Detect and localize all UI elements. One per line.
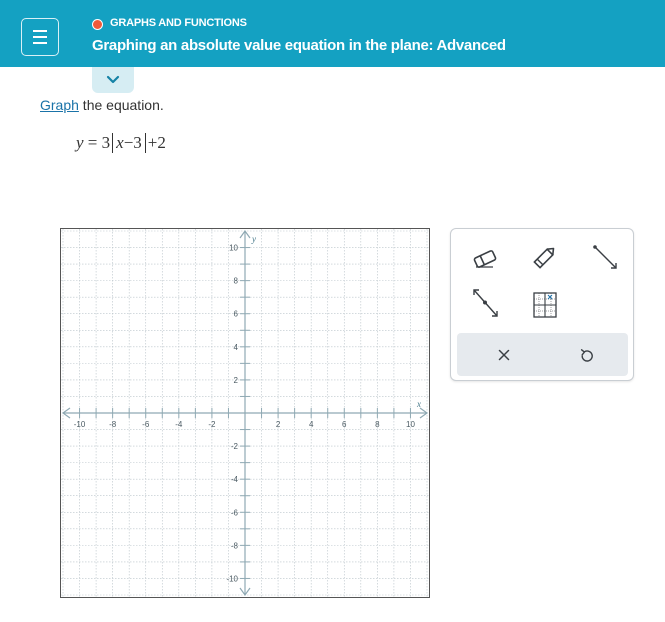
x-tick-label: -6	[142, 420, 150, 429]
y-tick-label: 2	[233, 375, 238, 385]
graph-grid-icon	[532, 291, 558, 319]
toolbar-actions	[457, 333, 628, 376]
equation	[76, 133, 166, 153]
ray-tool[interactable]	[585, 241, 625, 273]
graph-help-link[interactable]: Graph	[40, 97, 79, 113]
question-prompt	[40, 97, 164, 113]
equation-abs-var: x	[116, 133, 124, 152]
y-tick-label: 8	[233, 276, 238, 286]
prompt-text: the equation.	[78, 97, 164, 113]
chevron-down-icon	[106, 75, 120, 85]
graph-grid-tool[interactable]	[525, 289, 565, 321]
line-segment-tool[interactable]	[465, 287, 505, 319]
y-tick-label: -8	[230, 541, 238, 551]
eraser-tool[interactable]	[465, 243, 505, 275]
equation-coefficient: 3	[101, 133, 111, 152]
equation-tail: +2	[147, 133, 166, 152]
header	[0, 0, 665, 67]
y-tick-label: -10	[226, 574, 238, 584]
close-icon	[498, 349, 510, 361]
x-tick-label: 2	[275, 420, 281, 429]
x-axis-label: x	[417, 399, 421, 409]
y-axis-label: y	[252, 234, 256, 244]
graph-panel[interactable]	[60, 228, 430, 598]
ray-icon	[591, 243, 619, 271]
x-tick-label: 10	[406, 420, 415, 429]
y-tick-label: 10	[229, 243, 238, 253]
y-tick-label: -6	[230, 508, 238, 518]
page-title: Graphing an absolute value equation in the plane: Advanced	[92, 37, 506, 54]
x-tick-label: -10	[73, 420, 86, 429]
x-tick-label: -4	[175, 420, 183, 429]
clear-button[interactable]	[474, 333, 534, 376]
hamburger-menu-icon[interactable]	[21, 18, 59, 56]
undo-button[interactable]	[557, 333, 617, 376]
axes	[63, 231, 427, 595]
y-tick-label: 6	[233, 309, 238, 319]
topic-status-dot	[92, 19, 103, 30]
equation-equals: =	[87, 133, 98, 152]
y-tick-label: 4	[233, 342, 238, 352]
line-segment-icon	[471, 287, 499, 319]
equation-absolute-value	[112, 133, 146, 153]
x-tick-label: 6	[342, 420, 347, 429]
y-tick-label: -2	[230, 442, 238, 452]
eraser-icon	[471, 249, 499, 269]
x-tick-label: -8	[109, 420, 117, 429]
equation-abs-const: 3	[133, 133, 142, 152]
pencil-tool[interactable]	[525, 241, 565, 273]
undo-icon	[580, 348, 594, 362]
coordinate-plane[interactable]	[61, 229, 429, 597]
y-tick-label: -4	[230, 475, 238, 485]
graph-toolbar	[450, 228, 634, 381]
equation-lhs: y	[76, 133, 84, 152]
collapse-toggle-button[interactable]	[92, 67, 134, 93]
topic-label: GRAPHS AND FUNCTIONS	[110, 17, 247, 29]
equation-abs-op: −	[123, 133, 134, 152]
x-tick-label: 4	[308, 420, 314, 429]
pencil-icon	[530, 243, 560, 271]
x-tick-label: 8	[375, 420, 380, 429]
x-tick-label: -2	[208, 420, 216, 429]
